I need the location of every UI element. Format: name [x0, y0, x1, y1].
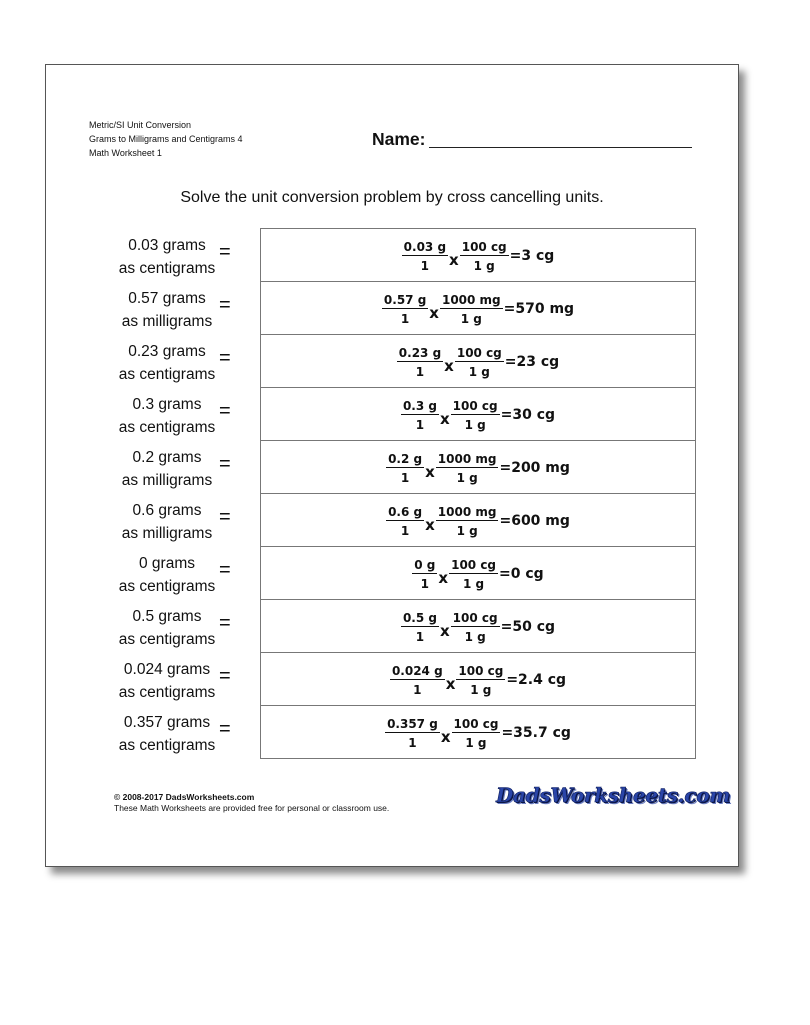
multiply-sign: x	[444, 357, 454, 375]
given-fraction	[397, 346, 443, 379]
factor-numerator: 100 cg	[452, 398, 498, 413]
question-target-unit: as centigrams	[118, 366, 216, 383]
given-denominator: 1	[400, 523, 410, 538]
answer-box	[260, 387, 696, 440]
question	[106, 605, 228, 651]
name-blank-line	[429, 147, 692, 148]
question-target-unit: as centigrams	[118, 419, 216, 436]
question-amount: 0.03 grams	[128, 237, 206, 254]
factor-denominator: 1 g	[456, 470, 478, 485]
equals-sign: =	[219, 347, 231, 369]
answer-box	[260, 493, 696, 546]
equals-sign: =	[219, 241, 231, 263]
equals-sign: =	[219, 294, 231, 316]
question-amount: 0.5 grams	[132, 608, 202, 625]
usage-note: These Math Worksheets are provided free for personal or classroom use.	[114, 803, 390, 813]
factor-numerator: 1000 mg	[437, 451, 497, 466]
question	[106, 234, 228, 280]
given-fraction	[390, 664, 445, 697]
answer-result: =35.7 cg	[501, 725, 571, 741]
question-amount: 0.23 grams	[128, 343, 206, 360]
conversion-factor	[456, 664, 505, 697]
given-numerator: 0.2 g	[388, 451, 423, 466]
given-fraction	[386, 505, 424, 538]
question-amount: 0.357 grams	[123, 714, 211, 731]
multiply-sign: x	[445, 675, 456, 693]
name-label: Name:	[372, 129, 426, 149]
conversion-factor	[452, 717, 501, 750]
question-amount: 0.024 grams	[123, 661, 211, 678]
given-fraction	[386, 452, 424, 485]
question-target-unit: as milligrams	[121, 525, 213, 542]
given-denominator: 1	[415, 417, 425, 432]
question-target-unit: as centigrams	[118, 578, 216, 595]
given-numerator: 0.3 g	[402, 398, 437, 413]
conversion-factor	[451, 399, 500, 432]
given-fraction	[401, 399, 439, 432]
equals-sign: =	[219, 612, 231, 634]
answer-result: =600 mg	[499, 513, 570, 529]
question	[106, 711, 228, 757]
equals-sign: =	[219, 506, 231, 528]
factor-numerator: 100 cg	[452, 610, 498, 625]
given-denominator: 1	[413, 682, 422, 697]
multiply-sign: x	[425, 516, 435, 534]
question-amount: 0.2 grams	[132, 449, 202, 466]
equals-sign: =	[219, 400, 231, 422]
given-denominator: 1	[420, 258, 430, 273]
answer-expression	[261, 287, 695, 331]
question-amount: 0.57 grams	[128, 290, 206, 307]
factor-denominator: 1 g	[470, 682, 492, 697]
question-target-unit: as milligrams	[121, 313, 213, 330]
multiply-sign: x	[425, 463, 435, 481]
answer-expression	[261, 393, 695, 437]
worksheet-topic: Grams to Milligrams and Centigrams 4	[89, 134, 243, 144]
answer-box	[260, 546, 696, 599]
factor-numerator: 100 cg	[461, 239, 507, 254]
answer-expression	[261, 234, 695, 278]
problem-row	[106, 599, 696, 652]
factor-denominator: 1 g	[464, 629, 486, 644]
problem-list	[106, 228, 696, 758]
problem-row	[106, 387, 696, 440]
problem-row	[106, 493, 696, 546]
given-numerator: 0.357 g	[387, 716, 438, 731]
factor-denominator: 1 g	[464, 417, 486, 432]
question	[106, 499, 228, 545]
factor-denominator: 1 g	[463, 576, 485, 591]
given-denominator: 1	[400, 311, 410, 326]
conversion-factor	[436, 505, 499, 538]
copyright-text: © 2008-2017 DadsWorksheets.com	[114, 792, 255, 802]
given-numerator: 0.5 g	[402, 610, 437, 625]
given-fraction	[401, 611, 439, 644]
question-amount: 0.3 grams	[132, 396, 202, 413]
conversion-factor	[451, 611, 500, 644]
given-numerator: 0.23 g	[398, 345, 442, 360]
conversion-factor	[440, 293, 503, 326]
problem-row	[106, 228, 696, 281]
given-fraction	[402, 240, 448, 273]
problem-row	[106, 652, 696, 705]
factor-denominator: 1 g	[460, 311, 482, 326]
problem-row	[106, 440, 696, 493]
question-target-unit: as milligrams	[121, 472, 213, 489]
factor-numerator: 1000 mg	[437, 504, 497, 519]
answer-expression	[261, 340, 695, 384]
factor-denominator: 1 g	[468, 364, 490, 379]
multiply-sign: x	[439, 622, 450, 640]
conversion-factor	[455, 346, 504, 379]
answer-box	[260, 228, 696, 281]
conversion-factor	[460, 240, 509, 273]
factor-numerator: 100 cg	[453, 716, 499, 731]
multiply-sign: x	[439, 410, 450, 428]
answer-result: =30 cg	[500, 407, 556, 423]
problem-row	[106, 334, 696, 387]
answer-result: =2.4 cg	[506, 672, 567, 688]
question-amount: 0.6 grams	[132, 502, 202, 519]
dadsworksheets-logo: DadsWorksheets.com	[496, 783, 731, 807]
multiply-sign: x	[440, 728, 451, 746]
answer-result: =200 mg	[499, 460, 570, 476]
answer-result: =23 cg	[504, 354, 560, 370]
answer-box	[260, 599, 696, 652]
given-denominator: 1	[400, 470, 410, 485]
answer-box	[260, 652, 696, 705]
answer-result: =3 cg	[509, 248, 555, 264]
conversion-factor	[449, 558, 498, 591]
question	[106, 446, 228, 492]
answer-box	[260, 281, 696, 334]
equals-sign: =	[219, 559, 231, 581]
question	[106, 340, 228, 386]
given-denominator: 1	[408, 735, 417, 750]
answer-box	[260, 440, 696, 493]
worksheet-page	[45, 64, 739, 867]
given-fraction	[412, 558, 437, 591]
instructions: Solve the unit conversion problem by cross cancelling units.	[180, 189, 604, 206]
multiply-sign: x	[449, 251, 459, 269]
question	[106, 393, 228, 439]
equals-sign: =	[219, 665, 231, 687]
question-target-unit: as centigrams	[118, 684, 216, 701]
answer-box	[260, 334, 696, 387]
given-fraction	[385, 717, 440, 750]
factor-numerator: 1000 mg	[441, 292, 501, 307]
multiply-sign: x	[429, 304, 439, 322]
given-denominator: 1	[420, 576, 430, 591]
problem-row	[106, 705, 696, 758]
question-target-unit: as centigrams	[118, 737, 216, 754]
question-target-unit: as centigrams	[118, 260, 216, 277]
given-numerator: 0.57 g	[383, 292, 427, 307]
given-numerator: 0 g	[414, 557, 436, 572]
worksheet-number: Math Worksheet 1	[89, 148, 162, 158]
given-numerator: 0.03 g	[403, 239, 447, 254]
answer-expression	[261, 446, 695, 490]
answer-expression	[261, 499, 695, 543]
given-numerator: 0.024 g	[391, 663, 443, 678]
answer-box	[260, 705, 696, 759]
equals-sign: =	[219, 718, 231, 740]
question	[106, 658, 228, 704]
answer-expression	[261, 605, 695, 649]
multiply-sign: x	[438, 569, 449, 587]
factor-denominator: 1 g	[456, 523, 478, 538]
factor-denominator: 1 g	[465, 735, 487, 750]
conversion-factor	[436, 452, 499, 485]
factor-numerator: 100 cg	[451, 557, 497, 572]
problem-row	[106, 546, 696, 599]
given-denominator: 1	[415, 364, 425, 379]
problem-row	[106, 281, 696, 334]
answer-result: =50 cg	[500, 619, 556, 635]
given-denominator: 1	[415, 629, 425, 644]
question-target-unit: as centigrams	[118, 631, 216, 648]
answer-expression	[261, 552, 695, 596]
worksheet-category: Metric/SI Unit Conversion	[89, 120, 192, 130]
given-numerator: 0.6 g	[388, 504, 423, 519]
question	[106, 287, 228, 333]
factor-numerator: 100 cg	[458, 663, 504, 678]
answer-result: =570 mg	[503, 301, 575, 317]
factor-denominator: 1 g	[473, 258, 495, 273]
given-fraction	[382, 293, 428, 326]
question-amount: 0 grams	[139, 555, 195, 572]
answer-result: =0 cg	[499, 566, 544, 582]
answer-expression	[261, 658, 695, 702]
equals-sign: =	[219, 453, 231, 475]
answer-expression	[261, 711, 695, 755]
question	[106, 552, 228, 598]
factor-numerator: 100 cg	[456, 345, 502, 360]
